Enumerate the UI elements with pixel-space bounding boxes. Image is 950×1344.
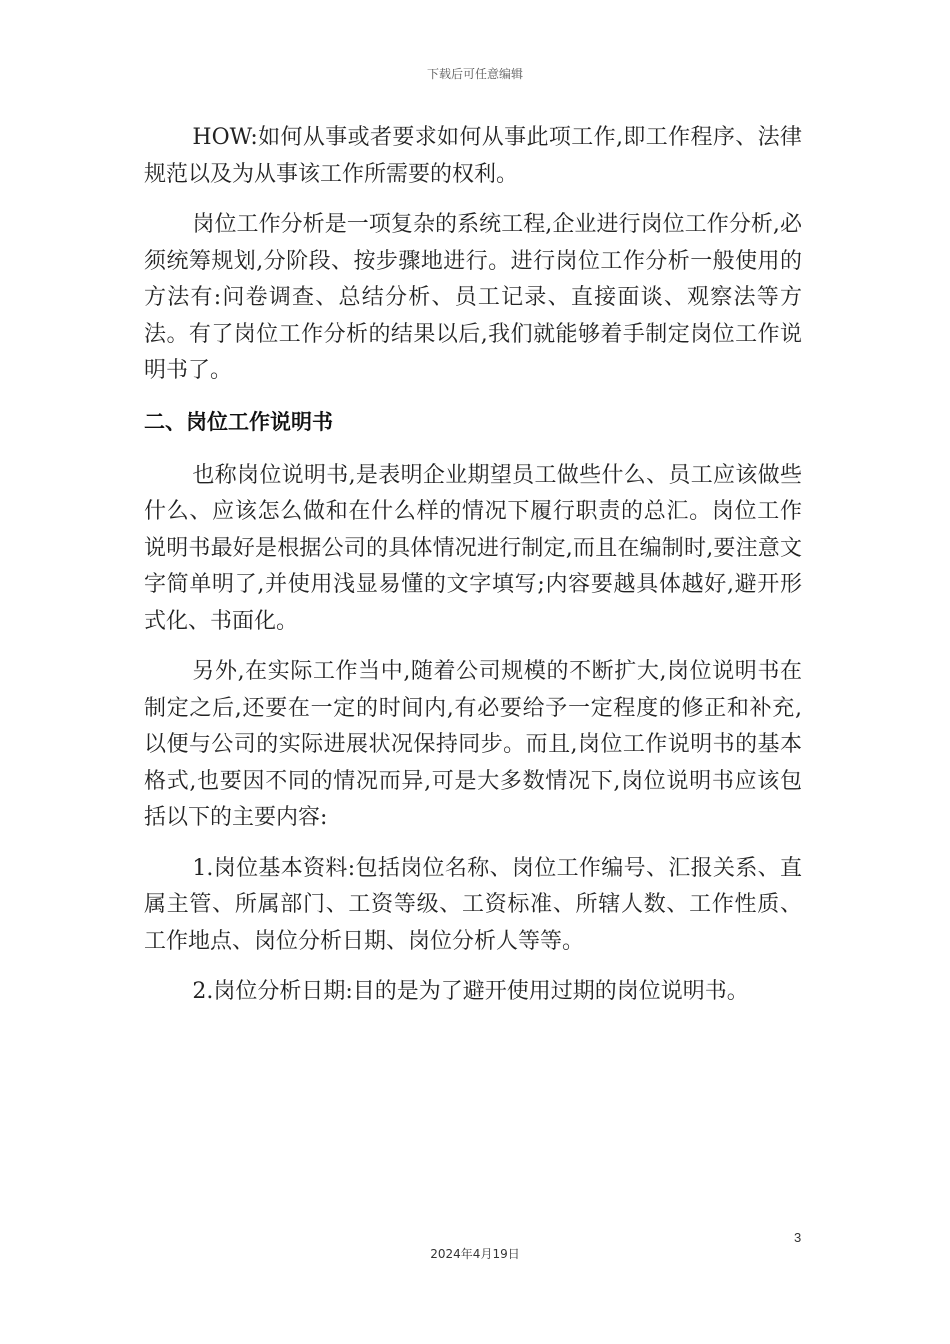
document-body: [144, 120, 802, 1025]
paragraph-job-analysis: 岗位工作分析是一项复杂的系统工程,企业进行岗位工作分析,必须统筹规划,分阶段、按步骤地进行。进行岗位工作分析一般使用的方法有:问卷调查、总结分析、员工记录、直接面谈、观察法等方法。有了岗位工作分析的结果以后,我们就能够着手制定岗位工作说明书了。: [144, 212, 802, 383]
page-header: 下载后可任意编辑: [426, 67, 523, 81]
page-number: 3: [794, 1230, 802, 1245]
section-heading: 二、岗位工作说明书: [144, 409, 333, 434]
paragraph-how: HOW:如何从事或者要求如何从事此项工作,即工作程序、法律规范以及为从事该工作所需要的权利。: [144, 125, 802, 187]
list-item-basic-info: 1.岗位基本资料:包括岗位名称、岗位工作编号、汇报关系、直属主管、所属部门、工资等级、工资标准、所辖人数、工作性质、工作地点、岗位分析日期、岗位分析人等等。: [144, 855, 802, 954]
paragraph-definition: 也称岗位说明书,是表明企业期望员工做些什么、员工应该做些什么、应该怎么做和在什么样的情况下履行职责的总汇。岗位工作说明书最好是根据公司的具体情况进行制定,而且在编制时,要注意文字简单明了,并使用浅显易懂的文字填写;内容要越具体越好,避开形式化、书面化。: [144, 462, 802, 634]
paragraph-revision: 另外,在实际工作当中,随着公司规模的不断扩大,岗位说明书在制定之后,还要在一定的时间内,有必要给予一定程度的修正和补充,以便与公司的实际进展状况保持同步。而且,岗位工作说明书的基本格式,也要因不同的情况而异,可是大多数情况下,岗位说明书应该包括以下的主要内容:: [144, 659, 802, 830]
page-footer-date: 2024年4月19日: [430, 1247, 520, 1261]
list-item-analysis-date: 2.岗位分析日期:目的是为了避开使用过期的岗位说明书。: [192, 979, 749, 1004]
